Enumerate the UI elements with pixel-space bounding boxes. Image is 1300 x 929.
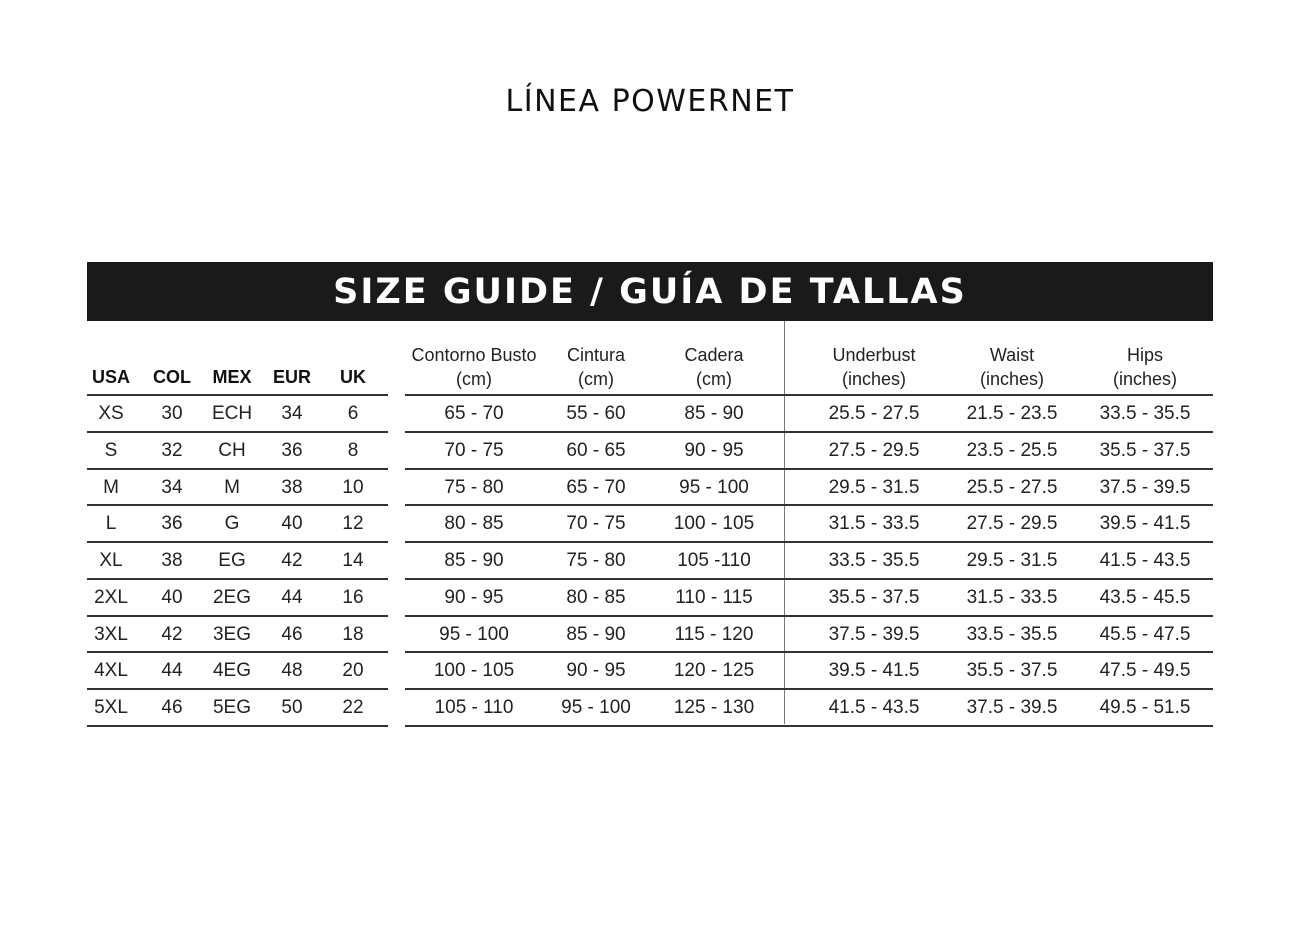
- table-cell: 85 - 90: [566, 623, 626, 645]
- table-cell: G: [224, 513, 240, 535]
- row-divider-right: [405, 504, 1213, 506]
- size-header-col: COL: [153, 367, 191, 387]
- row-divider-right: [405, 651, 1213, 653]
- table-cell: 49.5 - 51.5: [1099, 697, 1191, 718]
- table-cell: 2EG: [212, 586, 252, 608]
- measure-header-name: Hips: [1126, 345, 1163, 365]
- row-divider-left: [87, 504, 388, 506]
- table-cell: 14: [342, 550, 364, 571]
- measure-header-name: Waist: [989, 345, 1035, 365]
- table-cell: 105 -110: [677, 550, 751, 571]
- banner-title: SIZE GUIDE / GUÍA DE TALLAS: [333, 271, 967, 312]
- table-cell: 37.5 - 39.5: [828, 623, 920, 645]
- table-cell: 34: [161, 476, 183, 498]
- table-cell: 10: [342, 476, 364, 498]
- row-divider-right: [405, 541, 1213, 543]
- table-cell: 16: [342, 586, 364, 608]
- table-cell: 100 - 105: [433, 660, 515, 682]
- table-cell: 32: [161, 439, 183, 461]
- measure-header: [980, 343, 1044, 391]
- row-divider-right: [405, 615, 1213, 617]
- table-cell: 33.5 - 35.5: [828, 550, 920, 571]
- measure-header-unit: (cm): [578, 369, 614, 389]
- measure-header: [567, 343, 625, 391]
- table-cell: 33.5 - 35.5: [1099, 403, 1191, 424]
- table-cell: 25.5 - 27.5: [828, 403, 920, 424]
- table-cell: 35.5 - 37.5: [828, 586, 920, 608]
- row-divider-left: [87, 615, 388, 617]
- row-divider-left: [87, 431, 388, 433]
- table-cell: 60 - 65: [566, 439, 626, 461]
- table-cell: 80 - 85: [444, 513, 504, 535]
- measure-header-name: Cintura: [566, 345, 626, 365]
- header-divider-right: [405, 394, 1213, 396]
- table-cell: XL: [99, 550, 123, 571]
- table-cell: 42: [161, 623, 183, 645]
- table-cell: M: [224, 476, 240, 498]
- table-cell: 70 - 75: [566, 513, 626, 535]
- table-cell: ECH: [211, 403, 253, 424]
- table-cell: 90 - 95: [684, 439, 744, 461]
- row-divider-left: [87, 468, 388, 470]
- table-cell: 42: [281, 550, 303, 571]
- table-cell: 25.5 - 27.5: [966, 476, 1058, 498]
- table-cell: 110 - 115: [675, 586, 753, 608]
- table-cell: 37.5 - 39.5: [966, 697, 1058, 718]
- measure-header-unit: (inches): [1112, 369, 1178, 389]
- table-cell: 5XL: [94, 697, 128, 718]
- row-divider-left: [87, 578, 388, 580]
- table-cell: 40: [161, 586, 183, 608]
- table-cell: 44: [281, 586, 303, 608]
- table-cell: 6: [347, 403, 359, 424]
- table-cell: 125 - 130: [673, 697, 755, 718]
- table-cell: 85 - 90: [444, 550, 504, 571]
- row-divider-right: [405, 725, 1213, 727]
- table-cell: M: [103, 476, 119, 498]
- table-cell: 35.5 - 37.5: [1099, 439, 1191, 461]
- table-cell: 46: [161, 697, 183, 718]
- row-divider-left: [87, 541, 388, 543]
- measure-header-unit: (inches): [841, 369, 907, 389]
- table-cell: 95 - 100: [439, 623, 509, 645]
- size-header-mex: MEX: [212, 367, 252, 387]
- table-cell: 4EG: [212, 660, 252, 682]
- table-cell: 95 - 100: [561, 697, 631, 718]
- table-cell: 29.5 - 31.5: [966, 550, 1058, 571]
- table-cell: 36: [161, 513, 183, 535]
- table-cell: 2XL: [94, 586, 128, 608]
- table-cell: 3XL: [94, 623, 128, 645]
- table-cell: 4XL: [94, 660, 128, 682]
- table-cell: 46: [281, 623, 303, 645]
- table-cell: 80 - 85: [566, 586, 626, 608]
- row-divider-right: [405, 578, 1213, 580]
- table-cell: 43.5 - 45.5: [1099, 586, 1191, 608]
- table-cell: 39.5 - 41.5: [828, 660, 920, 682]
- table-cell: L: [105, 513, 117, 535]
- table-cell: EG: [218, 550, 246, 571]
- header-divider-left: [87, 394, 388, 396]
- measure-header-unit: (cm): [696, 369, 732, 389]
- table-cell: 3EG: [212, 623, 252, 645]
- table-cell: 39.5 - 41.5: [1099, 513, 1191, 535]
- table-cell: 55 - 60: [566, 403, 626, 424]
- measure-header: [1113, 343, 1177, 391]
- table-cell: 30: [161, 403, 183, 424]
- measure-header-unit: (cm): [456, 369, 492, 389]
- size-guide-banner: [87, 262, 1213, 321]
- table-cell: 34: [281, 403, 303, 424]
- table-cell: 21.5 - 23.5: [966, 403, 1058, 424]
- table-cell: 50: [281, 697, 303, 718]
- table-cell: 44: [161, 660, 183, 682]
- table-cell: 120 - 125: [673, 660, 755, 682]
- table-cell: CH: [218, 439, 246, 461]
- measure-header: [411, 343, 536, 391]
- table-cell: 100 - 105: [673, 513, 755, 535]
- table-cell: 45.5 - 47.5: [1099, 623, 1191, 645]
- row-divider-left: [87, 725, 388, 727]
- table-cell: 41.5 - 43.5: [828, 697, 920, 718]
- table-cell: 12: [342, 513, 364, 535]
- measure-header-unit: (inches): [979, 369, 1045, 389]
- table-cell: 33.5 - 35.5: [966, 623, 1058, 645]
- table-cell: 41.5 - 43.5: [1099, 550, 1191, 571]
- table-cell: 90 - 95: [444, 586, 504, 608]
- table-cell: 75 - 80: [566, 550, 626, 571]
- row-divider-right: [405, 431, 1213, 433]
- table-cell: 90 - 95: [566, 660, 626, 682]
- table-cell: 31.5 - 33.5: [828, 513, 920, 535]
- row-divider-right: [405, 468, 1213, 470]
- page-title: LÍNEA POWERNET: [505, 84, 795, 119]
- table-cell: 37.5 - 39.5: [1099, 476, 1191, 498]
- measure-header-name: Contorno Busto: [411, 345, 537, 365]
- table-cell: 115 - 120: [674, 623, 754, 645]
- table-cell: 38: [281, 476, 303, 498]
- table-cell: 75 - 80: [444, 476, 504, 498]
- table-cell: 31.5 - 33.5: [966, 586, 1058, 608]
- table-cell: 29.5 - 31.5: [828, 476, 920, 498]
- table-cell: XS: [98, 403, 124, 424]
- row-divider-left: [87, 688, 388, 690]
- table-cell: S: [104, 439, 118, 461]
- measure-header: [684, 343, 743, 391]
- table-cell: 48: [281, 660, 303, 682]
- row-divider-left: [87, 651, 388, 653]
- table-cell: 27.5 - 29.5: [966, 513, 1058, 535]
- table-cell: 65 - 70: [444, 403, 504, 424]
- table-cell: 40: [281, 513, 303, 535]
- row-divider-right: [405, 688, 1213, 690]
- table-cell: 70 - 75: [444, 439, 504, 461]
- size-header-uk: UK: [340, 367, 366, 387]
- table-cell: 27.5 - 29.5: [828, 439, 920, 461]
- table-cell: 8: [347, 439, 359, 461]
- table-cell: 18: [342, 623, 364, 645]
- measure-header-name: Cadera: [684, 345, 744, 365]
- table-cell: 22: [342, 697, 364, 718]
- table-cell: 20: [342, 660, 364, 682]
- table-cell: 38: [161, 550, 183, 571]
- table-cell: 36: [281, 439, 303, 461]
- table-cell: 65 - 70: [566, 476, 626, 498]
- table-cell: 85 - 90: [684, 403, 744, 424]
- table-cell: 23.5 - 25.5: [966, 439, 1058, 461]
- table-cell: 5EG: [212, 697, 252, 718]
- measure-header: [832, 343, 915, 391]
- measure-header-name: Underbust: [832, 345, 916, 365]
- table-cell: 35.5 - 37.5: [966, 660, 1058, 682]
- size-header-eur: EUR: [272, 367, 312, 387]
- size-header-usa: USA: [91, 367, 131, 387]
- column-divider: [784, 321, 785, 724]
- table-cell: 105 - 110: [434, 697, 514, 718]
- table-cell: 95 - 100: [679, 476, 749, 498]
- table-cell: 47.5 - 49.5: [1099, 660, 1191, 682]
